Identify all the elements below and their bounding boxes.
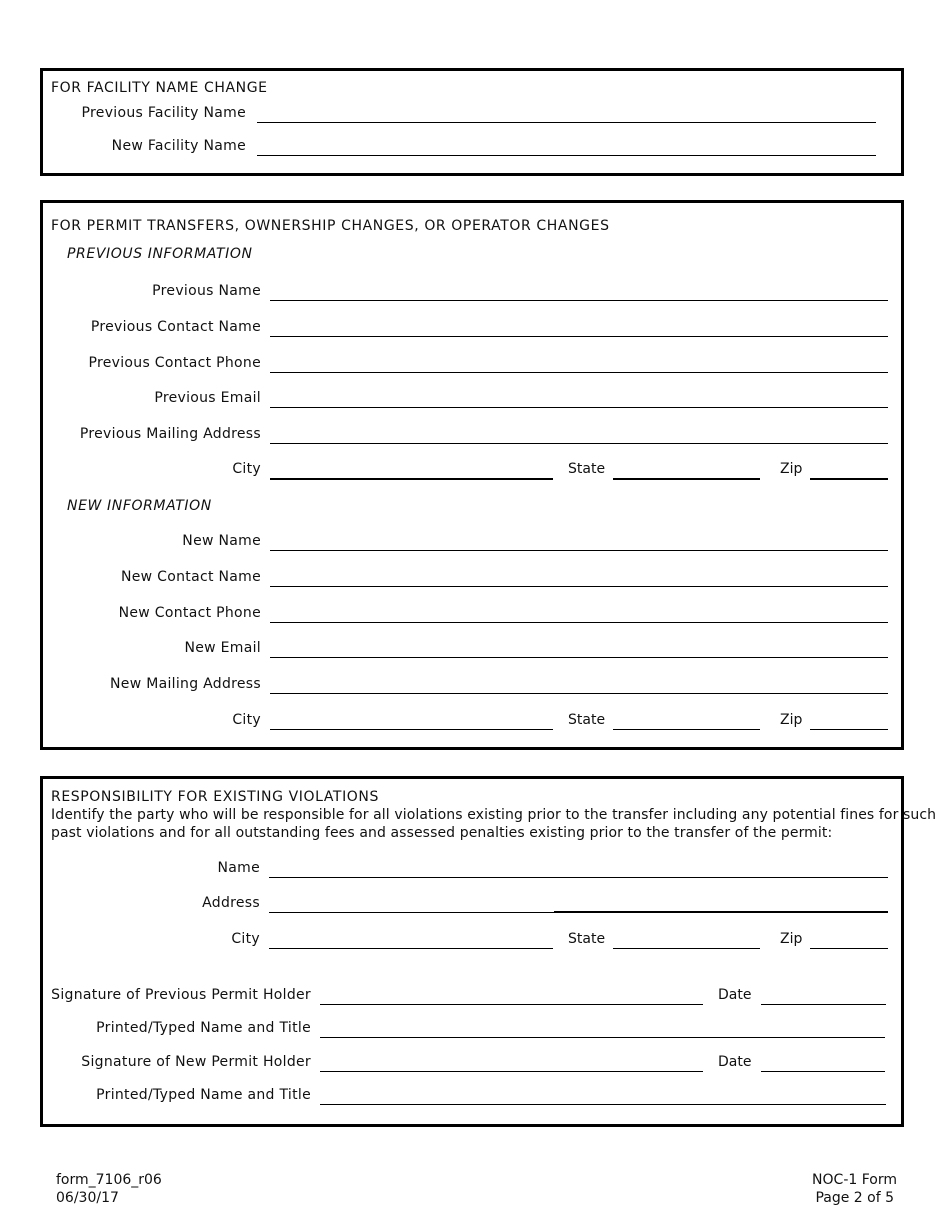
- printed-name-2-field[interactable]: [320, 1104, 886, 1105]
- new-information-heading: NEW INFORMATION: [67, 498, 212, 514]
- new-mailing-address-label: New Mailing Address: [110, 676, 261, 692]
- form-name: NOC-1 Form: [812, 1172, 897, 1188]
- new-state-label: State: [568, 712, 606, 728]
- previous-contact-name-label: Previous Contact Name: [90, 319, 261, 335]
- violations-description-line1: Identify the party who will be responsible for all violations existing prior to the transfer including any potential fines for such: [51, 807, 937, 823]
- previous-mailing-address-field[interactable]: [270, 443, 888, 444]
- responsible-address-field-end[interactable]: [554, 911, 888, 913]
- previous-contact-name-field[interactable]: [270, 336, 888, 337]
- previous-email-field[interactable]: [270, 407, 888, 408]
- responsible-zip-label: Zip: [780, 931, 803, 947]
- date-2-label: Date: [718, 1054, 752, 1070]
- new-zip-field[interactable]: [810, 729, 888, 730]
- new-facility-name-label: New Facility Name: [111, 138, 246, 154]
- new-email-label: New Email: [184, 640, 261, 656]
- permit-transfer-heading: FOR PERMIT TRANSFERS, OWNERSHIP CHANGES, OR OPERATOR CHANGES: [51, 218, 610, 234]
- new-name-field[interactable]: [270, 550, 888, 551]
- date-1-field[interactable]: [761, 1004, 886, 1005]
- previous-mailing-address-label: Previous Mailing Address: [79, 426, 261, 442]
- previous-contact-phone-label: Previous Contact Phone: [88, 355, 261, 371]
- signature-previous-label: Signature of Previous Permit Holder: [51, 987, 311, 1003]
- new-mailing-address-field[interactable]: [270, 693, 888, 694]
- previous-facility-name-label: Previous Facility Name: [81, 105, 246, 121]
- new-state-field[interactable]: [613, 729, 760, 730]
- form-id: form_7106_r06: [56, 1172, 162, 1188]
- previous-name-field[interactable]: [270, 300, 888, 301]
- responsible-zip-field[interactable]: [810, 948, 888, 949]
- printed-name-2-label: Printed/Typed Name and Title: [96, 1087, 311, 1103]
- printed-name-1-field[interactable]: [320, 1037, 885, 1038]
- new-contact-phone-field[interactable]: [270, 622, 888, 623]
- new-contact-phone-label: New Contact Phone: [118, 605, 261, 621]
- responsible-city-label: City: [231, 931, 260, 947]
- signature-new-label: Signature of New Permit Holder: [81, 1054, 311, 1070]
- previous-city-field[interactable]: [270, 478, 553, 480]
- new-zip-label: Zip: [780, 712, 803, 728]
- violations-description-line2: past violations and for all outstanding fees and assessed penalties existing prior to the transfer of the permit:: [51, 825, 833, 841]
- previous-facility-name-field[interactable]: [257, 122, 876, 123]
- previous-state-field[interactable]: [613, 478, 760, 480]
- previous-name-label: Previous Name: [152, 283, 261, 299]
- date-1-label: Date: [718, 987, 752, 1003]
- responsible-state-field[interactable]: [613, 948, 760, 949]
- form-date: 06/30/17: [56, 1190, 119, 1206]
- responsible-name-label: Name: [217, 860, 260, 876]
- new-city-field[interactable]: [270, 729, 553, 730]
- responsible-name-field[interactable]: [269, 877, 888, 878]
- facility-name-change-heading: FOR FACILITY NAME CHANGE: [51, 80, 268, 96]
- new-facility-name-field[interactable]: [257, 155, 876, 156]
- responsible-city-field[interactable]: [269, 948, 553, 949]
- previous-email-label: Previous Email: [154, 390, 261, 406]
- new-city-label: City: [232, 712, 261, 728]
- violations-heading: RESPONSIBILITY FOR EXISTING VIOLATIONS: [51, 789, 379, 805]
- signature-previous-field[interactable]: [320, 1004, 703, 1005]
- new-name-label: New Name: [182, 533, 261, 549]
- responsible-address-field[interactable]: [269, 912, 554, 913]
- previous-zip-label: Zip: [780, 461, 803, 477]
- new-contact-name-label: New Contact Name: [120, 569, 261, 585]
- page-number: Page 2 of 5: [815, 1190, 894, 1206]
- previous-information-heading: PREVIOUS INFORMATION: [67, 246, 253, 262]
- responsible-address-label: Address: [202, 895, 260, 911]
- new-contact-name-field[interactable]: [270, 586, 888, 587]
- responsible-state-label: State: [568, 931, 606, 947]
- signature-new-field[interactable]: [320, 1071, 703, 1072]
- new-email-field[interactable]: [270, 657, 888, 658]
- previous-state-label: State: [568, 461, 606, 477]
- previous-zip-field[interactable]: [810, 478, 888, 480]
- previous-contact-phone-field[interactable]: [270, 372, 888, 373]
- previous-city-label: City: [232, 461, 261, 477]
- printed-name-1-label: Printed/Typed Name and Title: [96, 1020, 311, 1036]
- date-2-field[interactable]: [761, 1071, 885, 1072]
